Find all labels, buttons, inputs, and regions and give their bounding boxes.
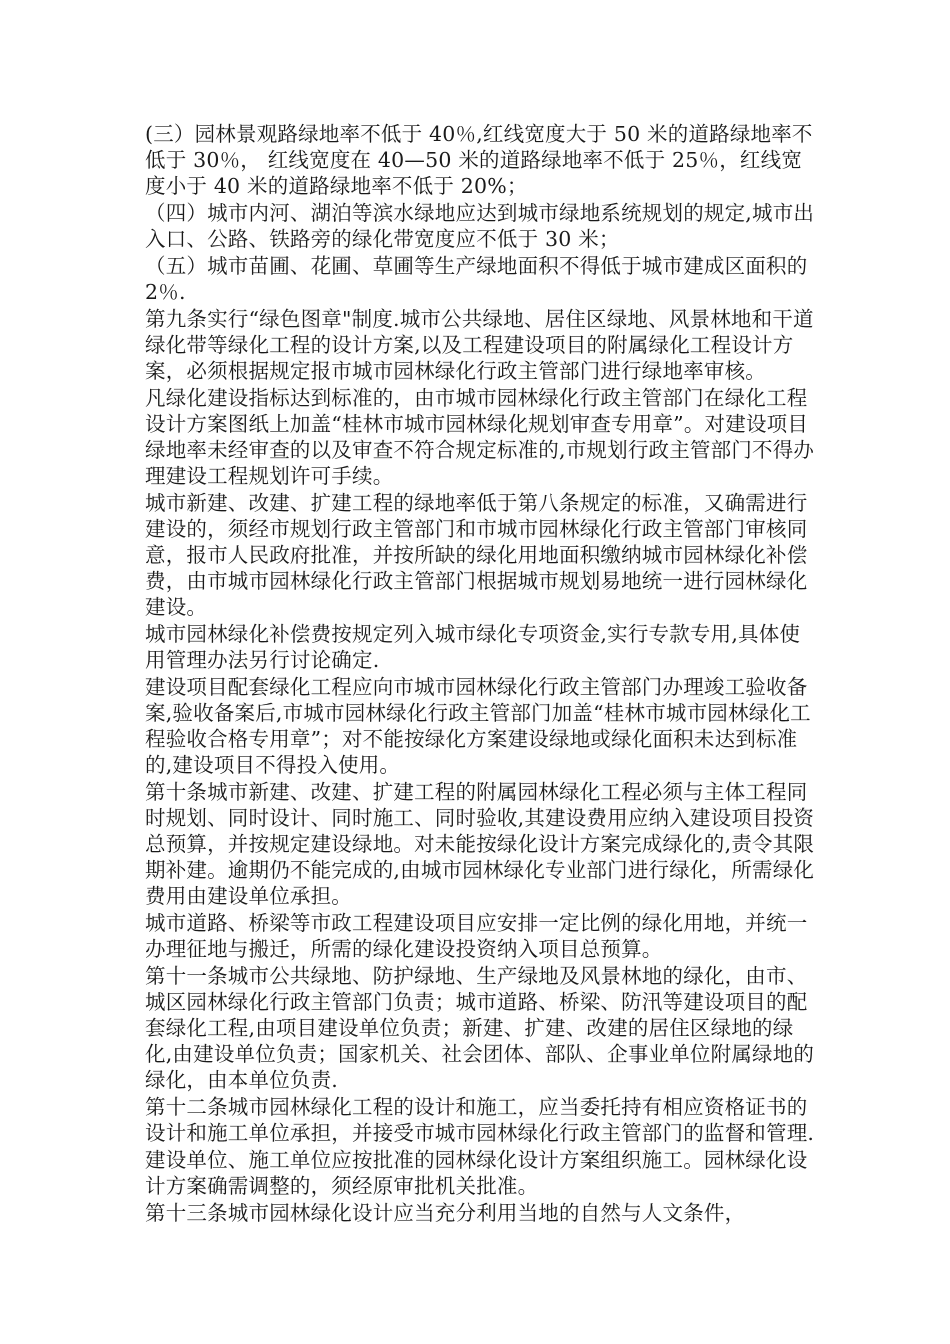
document-body	[145, 121, 817, 1227]
paragraph-article-10: 第十条城市新建、改建、扩建工程的附属园林绿化工程必须与主体工程同时规划、同时设计、同时施工、同时验收,其建设费用应纳入建设项目投资总预算，并按规定建设绿地。对未能按绿化设计方案完成绿化的,责令其限期补建。逾期仍不能完成的,由城市园林绿化专业部门进行绿化，所需绿化费用由建设单位承担。	[145, 780, 815, 908]
paragraph-construction-units: 建设单位、施工单位应按批准的园林绿化设计方案组织施工。园林绿化设计方案确需调整的，须经原审批机关批准。	[145, 1148, 808, 1198]
paragraph-article-11: 第十一条城市公共绿地、防护绿地、生产绿地及风景林地的绿化，由市、城区园林绿化行政主管部门负责；城市道路、桥梁、防汛等建设项目的配套绿化工程,由项目建设单位负责；新建、扩建、改建的居住区绿地的绿化,由建设单位负责；国家机关、社会团体、部队、企事业单位附属绿地的绿化，由本单位负责.	[145, 964, 815, 1092]
paragraph-municipal-roads: 城市道路、桥梁等市政工程建设项目应安排一定比例的绿化用地，并统一办理征地与搬迁，所需的绿化建设投资纳入项目总预算。	[145, 911, 808, 961]
paragraph-clause-5: （五）城市苗圃、花圃、草圃等生产绿地面积不得低于城市建成区面积的 2％.	[145, 254, 808, 304]
paragraph-article-9-compensation: 城市新建、改建、扩建工程的绿地率低于第八条规定的标准，又确需进行建设的，须经市规划行政主管部门和市城市园林绿化行政主管部门审核同意，报市人民政府批准，并按所缺的绿化用地面积缴纳城市园林绿化补偿费，由市城市园林绿化行政主管部门根据城市规划易地统一进行园林绿化建设。	[145, 491, 808, 619]
paragraph-article-9-standards: 凡绿化建设指标达到标准的，由市城市园林绿化行政主管部门在绿化工程设计方案图纸上加盖“桂林市城市园林绿化规划审查专用章”。对建设项目绿地率未经审查的以及审查不符合规定标准的,市规划行政主管部门不得办理建设工程规划许可手续。	[145, 386, 815, 488]
paragraph-clause-4: （四）城市内河、湖泊等滨水绿地应达到城市绿地系统规划的规定,城市出入口、公路、铁路旁的绿化带宽度应不低于 30 米；	[145, 201, 815, 251]
paragraph-compensation-fund: 城市园林绿化补偿费按规定列入城市绿化专项资金,实行专款专用,具体使用管理办法另行讨论确定.	[145, 622, 801, 672]
paragraph-article-13: 第十三条城市园林绿化设计应当充分利用当地的自然与人文条件，	[145, 1201, 746, 1225]
paragraph-acceptance: 建设项目配套绿化工程应向市城市园林绿化行政主管部门办理竣工验收备案,验收备案后,市城市园林绿化行政主管部门加盖“桂林市城市园林绿化工程验收合格专用章”；对不能按绿化方案建设绿地或绿化面积未达到标准的,建设项目不得投入使用。	[145, 675, 811, 777]
paragraph-article-9: 第九条实行“绿色图章"制度.城市公共绿地、居住区绿地、风景林地和干道绿化带等绿化工程的设计方案,以及工程建设项目的附属绿化工程设计方案，必须根据规定报市城市园林绿化行政主管部门进行绿地率审核。	[145, 307, 814, 383]
paragraph-article-12: 第十二条城市园林绿化工程的设计和施工，应当委托持有相应资格证书的设计和施工单位承担，并接受市城市园林绿化行政主管部门的监督和管理.	[145, 1095, 815, 1145]
paragraph-clause-3: (三）园林景观路绿地率不低于 40％,红线宽度大于 50 米的道路绿地率不低于 30％， 红线宽度在 40—50 米的道路绿地率不低于 25％，红线宽度小于 40 米的道路绿地率不低于 20%；	[145, 122, 813, 198]
